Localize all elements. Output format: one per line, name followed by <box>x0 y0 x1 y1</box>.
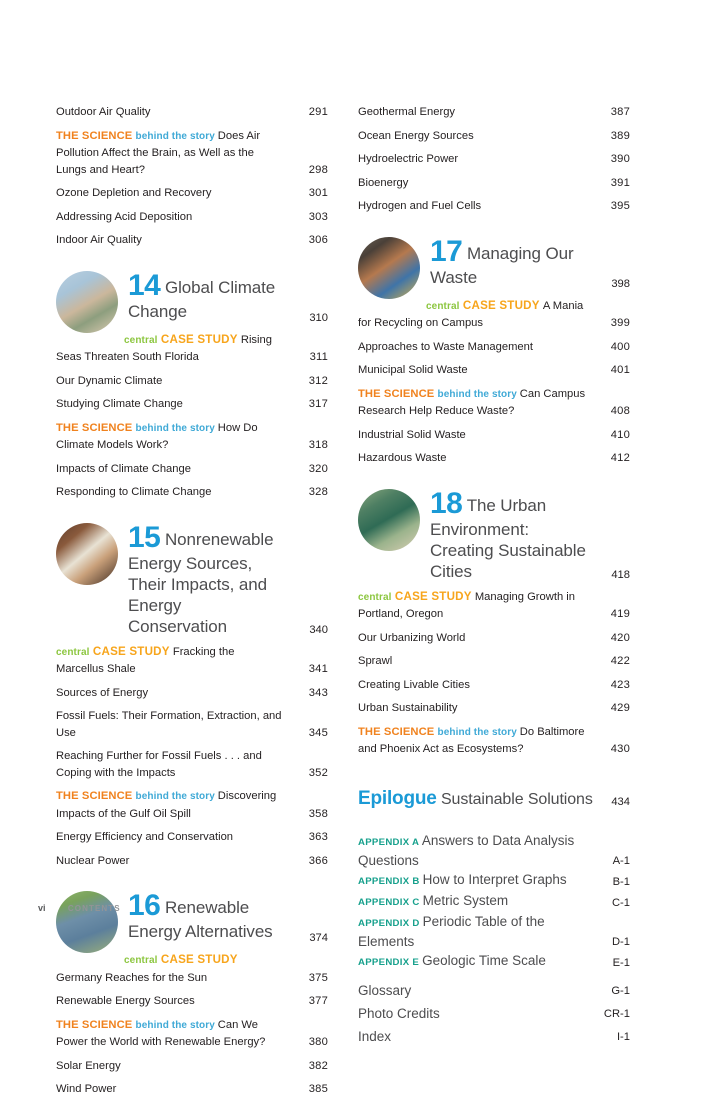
toc-entry-page: 385 <box>308 1083 328 1095</box>
toc-entry[interactable] <box>56 185 328 202</box>
case-study-page: 419 <box>610 608 630 620</box>
behind-the-story-label: behind the story <box>437 726 520 738</box>
toc-entry[interactable] <box>56 396 328 413</box>
chapter-entries <box>358 589 630 758</box>
case-study-entry[interactable] <box>56 952 328 986</box>
backmatter-entry[interactable] <box>358 1028 630 1046</box>
backmatter-title: Glossary <box>358 982 412 998</box>
chapter-entries <box>56 952 328 1098</box>
appendix-label: APPENDIX A <box>358 836 422 848</box>
toc-entry[interactable] <box>56 1058 328 1075</box>
toc-entry-page: 291 <box>308 106 328 118</box>
toc-entry[interactable] <box>56 484 328 501</box>
chapter-page: 310 <box>309 311 328 324</box>
case-study-title: A Mania for Recycling on Campus <box>358 299 584 329</box>
toc-entry-title: How Do Climate Models Work? <box>56 421 258 451</box>
appendix-title: Answers to Data Analysis Questions <box>358 832 575 868</box>
toc-entry-title: Our Urbanizing World <box>358 631 466 644</box>
case-study-title: Germany Reaches for the Sun <box>56 971 208 984</box>
toc-entry-title: Urban Sustainability <box>358 702 458 714</box>
toc-entry-title: Ocean Energy Sources <box>358 129 474 142</box>
the-science-label: THE SCIENCE <box>358 725 438 738</box>
toc-entry-page: 382 <box>308 1059 328 1072</box>
case-study-title: Managing Growth in Portland, Oregon <box>358 590 575 620</box>
case-study-page: 311 <box>309 351 328 363</box>
toc-entry-page: 301 <box>308 187 328 199</box>
toc-entry-page: 320 <box>308 462 328 475</box>
toc-entry-title: Sprawl <box>358 655 393 667</box>
toc-entry-title: Energy Efficiency and Conservation <box>56 831 234 843</box>
toc-entry[interactable] <box>358 104 630 121</box>
backmatter-entry[interactable] <box>358 982 630 1000</box>
chapter-block <box>358 486 630 758</box>
appendix-label: APPENDIX B <box>358 875 423 887</box>
toc-entry-page: 366 <box>308 854 328 867</box>
toc-entry-title: Bioenergy <box>358 176 409 189</box>
toc-entry-page: 343 <box>308 686 328 699</box>
toc-entry[interactable] <box>358 450 630 467</box>
toc-entry-page: 328 <box>308 486 328 498</box>
case-study-entry[interactable] <box>56 332 328 366</box>
toc-right-column <box>358 104 630 1051</box>
chapter-number: 17 <box>430 234 463 268</box>
toc-entry-title: Municipal Solid Waste <box>358 364 468 376</box>
toc-entry-title: Indoor Air Quality <box>56 234 142 246</box>
toc-entry[interactable] <box>358 677 630 694</box>
case-study-page: 341 <box>308 663 328 675</box>
the-science-label: THE SCIENCE <box>56 421 136 434</box>
chapter-block <box>56 520 328 870</box>
toc-entry-title: Reaching Further for Fossil Fuels . . . and Coping with the Impacts <box>56 750 262 779</box>
toc-entry[interactable] <box>358 198 630 215</box>
appendix-entry[interactable] <box>358 952 630 972</box>
toc-entry[interactable] <box>56 853 328 870</box>
case-study-label: CASE STUDY <box>391 589 475 603</box>
behind-the-story-label: behind the story <box>135 130 218 142</box>
toc-entry-title: Do Baltimore and Phoenix Act as Ecosystems? <box>358 725 585 755</box>
toc-entry-page: 430 <box>610 743 630 755</box>
chapter-number: 14 <box>128 268 161 302</box>
case-study-label: CASE STUDY <box>459 298 543 312</box>
toc-entry[interactable] <box>56 420 328 454</box>
case-study-label: CASE STUDY <box>157 332 241 346</box>
toc-entry-page: 390 <box>610 153 630 165</box>
appendix-label: APPENDIX E <box>358 956 423 968</box>
appendix-title: How to Interpret Graphs <box>422 871 567 887</box>
appendix-page: A-1 <box>612 854 630 867</box>
toc-entry-title: Renewable Energy Sources <box>56 995 195 1007</box>
toc-entry[interactable] <box>56 461 328 478</box>
behind-the-story-label: behind the story <box>135 422 218 434</box>
epilogue-page: 434 <box>611 795 630 808</box>
central-label: central <box>56 646 90 658</box>
toc-entry-title: Addressing Acid Deposition <box>56 210 193 223</box>
toc-entry-title: Studying Climate Change <box>56 398 183 410</box>
chapter-page: 374 <box>309 932 328 944</box>
the-science-label: THE SCIENCE <box>56 790 136 802</box>
backmatter-entry[interactable] <box>358 1005 630 1023</box>
toc-entry-title: Hydroelectric Power <box>358 153 459 165</box>
chapter-heading[interactable] <box>56 891 328 945</box>
chapter-entries <box>56 332 328 501</box>
toc-entry-page: 312 <box>308 374 328 387</box>
central-label: central <box>426 300 460 312</box>
the-science-label: THE SCIENCE <box>358 387 438 400</box>
toc-entry[interactable] <box>56 708 328 741</box>
behind-the-story-label: behind the story <box>437 388 520 400</box>
toc-entry-page: 412 <box>610 452 630 464</box>
chapter-number: 16 <box>128 889 161 922</box>
chapter-heading[interactable] <box>358 486 630 582</box>
central-label: central <box>358 591 392 603</box>
toc-entry-page: 429 <box>610 702 630 714</box>
chapter-title: Managing Our Waste <box>430 243 574 287</box>
toc-entry[interactable] <box>56 829 328 846</box>
folio-number: vi <box>38 903 46 913</box>
backmatter-page: G-1 <box>611 984 630 997</box>
toc-entry-page: 306 <box>308 234 328 246</box>
toc-entry-title: Fossil Fuels: Their Formation, Extraction, and Use <box>56 710 282 739</box>
chapter-number: 18 <box>430 486 463 520</box>
toc-entry-title: Responding to Climate Change <box>56 486 212 498</box>
appendix-page: B-1 <box>612 875 630 888</box>
toc-entry-title: Our Dynamic Climate <box>56 374 163 387</box>
toc-entry-page: 395 <box>610 200 630 212</box>
toc-entry-page: 391 <box>610 176 630 189</box>
case-study-title: Rising Seas Threaten South Florida <box>56 333 272 363</box>
case-study-page: 399 <box>610 317 630 329</box>
epilogue-label: Epilogue <box>358 787 437 809</box>
backmatter-page: I-1 <box>616 1030 630 1043</box>
running-head: CONTENTS <box>67 904 121 913</box>
toc-entry-page: 410 <box>610 428 630 441</box>
toc-entry-page: 387 <box>610 106 630 118</box>
toc-entry-page: 422 <box>610 655 630 667</box>
appendix-title: Periodic Table of the Elements <box>358 913 545 949</box>
appendix-title: Metric System <box>422 892 509 908</box>
toc-entry-title: Ozone Depletion and Recovery <box>56 187 212 199</box>
toc-entry-page: 317 <box>308 398 328 410</box>
toc-entry-title: Wind Power <box>56 1083 117 1095</box>
toc-left-column <box>56 104 328 1108</box>
toc-entry[interactable] <box>56 748 328 781</box>
epilogue-block[interactable] <box>358 788 630 810</box>
appendix-entry[interactable] <box>358 913 630 951</box>
toc-entry-page: 345 <box>308 726 328 739</box>
appendix-label: APPENDIX D <box>358 917 423 929</box>
toc-entry-page: 363 <box>308 831 328 843</box>
case-study-label: CASE STUDY <box>89 644 173 658</box>
appendix-title: Geologic Time Scale <box>422 952 546 968</box>
toc-entry[interactable] <box>358 724 630 758</box>
toc-entry-page: 400 <box>610 340 630 353</box>
toc-entry-title: Creating Livable Cities <box>358 678 470 691</box>
toc-entry-title: Impacts of Climate Change <box>56 462 191 475</box>
toc-entry[interactable] <box>56 232 328 249</box>
toc-entry-page: 423 <box>610 678 630 691</box>
the-science-label: THE SCIENCE <box>56 129 136 142</box>
toc-entry[interactable] <box>56 993 328 1010</box>
toc-entry-title: Discovering Impacts of the Gulf Oil Spill <box>56 790 277 820</box>
toc-entry[interactable] <box>56 209 328 226</box>
case-study-entry[interactable] <box>358 298 630 332</box>
toc-entry[interactable] <box>56 1017 328 1051</box>
chapter-title: The Urban Environment: Creating Sustainable Cities <box>430 495 586 581</box>
epilogue-title: Sustainable Solutions <box>436 790 593 808</box>
case-study-label: CASE STUDY <box>157 953 238 966</box>
toc-entry-page: 377 <box>308 995 328 1007</box>
backmatter-list <box>358 982 630 1046</box>
toc-entry[interactable] <box>56 104 328 121</box>
case-study-entry[interactable] <box>358 589 630 623</box>
toc-entry-title: Geothermal Energy <box>358 106 456 118</box>
appendix-page: E-1 <box>612 956 630 969</box>
appendix-list <box>358 832 630 972</box>
toc-entry-page: 401 <box>610 364 630 376</box>
behind-the-story-label: behind the story <box>135 1019 218 1031</box>
toc-entry-page: 358 <box>308 807 328 820</box>
backmatter-page: CR-1 <box>603 1007 630 1020</box>
chapter-heading[interactable] <box>358 234 630 291</box>
backmatter-title: Index <box>358 1028 392 1044</box>
toc-entry[interactable] <box>358 128 630 145</box>
toc-entry-title: Can We Power the World with Renewable Energy? <box>56 1018 266 1048</box>
chapter-heading[interactable] <box>56 268 328 325</box>
toc-entry-page: 389 <box>610 129 630 142</box>
toc-entry[interactable] <box>358 339 630 356</box>
toc-entry[interactable] <box>358 151 630 168</box>
chapter-title: Global Climate Change <box>128 277 276 321</box>
chapter-title: Nonrenewable Energy Sources, Their Impacts, and Energy Conservation <box>128 529 274 636</box>
case-study-page: 375 <box>308 971 328 984</box>
toc-entry[interactable] <box>56 788 328 822</box>
chapter-page: 418 <box>611 568 630 581</box>
behind-the-story-label: behind the story <box>135 791 218 802</box>
toc-entry-page: 298 <box>308 163 328 176</box>
toc-entry-title: Does Air Pollution Affect the Brain, as Well as the Lungs and Heart? <box>56 129 261 176</box>
toc-entry-title: Approaches to Waste Management <box>358 340 533 353</box>
toc-entry[interactable] <box>358 362 630 379</box>
toc-entry[interactable] <box>56 128 328 179</box>
toc-entry-title: Outdoor Air Quality <box>56 106 151 118</box>
case-study-title: Fracking the Marcellus Shale <box>56 645 235 675</box>
central-label: central <box>124 334 158 346</box>
appendix-entry[interactable] <box>358 832 630 870</box>
toc-entry-title: Hazardous Waste <box>358 452 447 464</box>
chapter-page: 398 <box>611 277 630 290</box>
backmatter-title: Photo Credits <box>358 1005 440 1021</box>
toc-entry[interactable] <box>358 427 630 444</box>
toc-entry[interactable] <box>56 685 328 702</box>
toc-entry-title: Nuclear Power <box>56 854 130 867</box>
appendix-page: C-1 <box>611 896 630 909</box>
appendix-entry[interactable] <box>358 892 630 912</box>
toc-entry-title: Sources of Energy <box>56 686 149 699</box>
chapter-page: 340 <box>309 623 328 636</box>
toc-entry[interactable] <box>56 1081 328 1098</box>
toc-entry[interactable] <box>56 373 328 390</box>
toc-entry-page: 420 <box>610 631 630 644</box>
appendix-entry[interactable] <box>358 871 630 891</box>
toc-entry-page: 408 <box>610 405 630 417</box>
toc-entry-page: 380 <box>308 1036 328 1048</box>
toc-entry-page: 352 <box>308 766 328 779</box>
toc-entry[interactable] <box>358 653 630 670</box>
appendix-page: D-1 <box>611 935 630 948</box>
toc-entry-title: Hydrogen and Fuel Cells <box>358 200 482 212</box>
chapter-block <box>358 234 630 467</box>
toc-entry[interactable] <box>358 700 630 717</box>
the-science-label: THE SCIENCE <box>56 1018 136 1031</box>
chapter-heading[interactable] <box>56 520 328 637</box>
case-study-entry[interactable] <box>56 644 328 678</box>
chapter-number: 15 <box>128 520 161 554</box>
toc-entry-page: 318 <box>308 439 328 451</box>
central-label: central <box>124 955 158 966</box>
toc-entry-page: 303 <box>308 210 328 223</box>
chapter-title: Renewable Energy Alternatives <box>128 898 273 941</box>
chapter-entries <box>56 644 328 870</box>
chapter-entries <box>358 298 630 467</box>
toc-entry[interactable] <box>358 386 630 420</box>
toc-entry-title: Solar Energy <box>56 1059 121 1072</box>
toc-entry[interactable] <box>358 175 630 192</box>
page-footer <box>38 903 121 913</box>
toc-entry-title: Industrial Solid Waste <box>358 428 466 441</box>
appendix-label: APPENDIX C <box>358 896 423 908</box>
toc-entry[interactable] <box>358 630 630 647</box>
chapter-block <box>56 268 328 501</box>
toc-entry-title: Can Campus Research Help Reduce Waste? <box>358 387 586 417</box>
chapter-block <box>56 891 328 1098</box>
